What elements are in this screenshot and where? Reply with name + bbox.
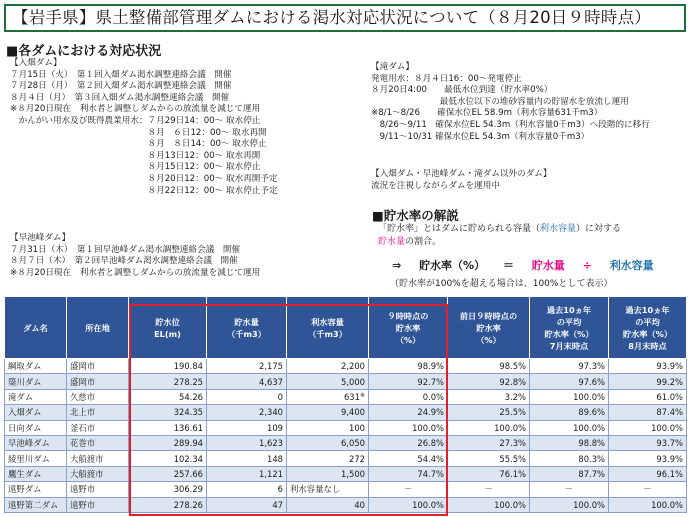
value-cell: 74.7% — [369, 466, 448, 481]
value-cell: 98.9% — [369, 359, 448, 374]
value-cell: 1,500 — [287, 466, 369, 481]
column-header: 前日９時時点の 貯水率 （%） — [448, 297, 530, 359]
value-cell: 100.0% — [448, 420, 530, 435]
value-cell: 92.7% — [369, 374, 448, 389]
value-cell: 289.94 — [129, 435, 207, 450]
value-cell: 47 — [207, 497, 287, 512]
iriuchi-line: ８月13日12：00～ 取水再開 — [10, 150, 261, 161]
hayachine-line: ７月31日（木） 第１回早池峰ダム渇水調整連絡会議 開催 — [10, 244, 241, 255]
column-header: 過去10ヵ年 の平均 貯水率（%） 7月末時点 — [530, 297, 609, 359]
value-cell: 148 — [207, 451, 287, 466]
value-cell: 97.6% — [530, 374, 609, 389]
value-cell: 61.0% — [609, 389, 687, 404]
dam-name-cell: 綱取ダム — [5, 359, 67, 374]
taki-line: 9/11～10/31 確保水位EL 54.3m（利水容量0千m3） — [371, 131, 590, 142]
taki-line: 最低水位以下の堆砂容量内の貯留水を放流し運用 — [371, 96, 629, 107]
value-cell: 6 — [207, 482, 287, 497]
table-row — [5, 389, 687, 404]
value-cell: 278.25 — [129, 374, 207, 389]
value-cell: 54.4% — [369, 451, 448, 466]
section-heading: ■各ダムにおける対応状況 — [6, 44, 162, 59]
iriuchi-line: ８月４日（月） 第３回入畑ダム渇水調整連絡会議 開催 — [10, 92, 230, 103]
value-cell: 100.0% — [448, 497, 530, 512]
dam-name-cell: 綾里川ダム — [5, 451, 67, 466]
table-row — [5, 497, 687, 512]
value-cell: 1,623 — [207, 435, 287, 450]
location-cell: 北上市 — [67, 405, 129, 420]
table-body — [5, 359, 687, 513]
value-cell: 27.3% — [448, 435, 530, 450]
taki-dam-block — [371, 62, 650, 143]
value-cell: 93.9% — [609, 451, 687, 466]
arrow-icon: ⇒ — [392, 259, 402, 272]
value-cell: 100 — [287, 420, 369, 435]
formula-lhs: 貯水率（%） — [419, 259, 486, 272]
value-cell: － — [369, 482, 448, 497]
column-header: 所在地 — [67, 297, 129, 359]
value-cell: 25.5% — [448, 405, 530, 420]
value-cell: 100.0% — [530, 420, 609, 435]
iriuchi-line: ７月15日（火） 第１回入畑ダム渇水調整連絡会議 開催 — [10, 69, 232, 80]
value-cell: 306.29 — [129, 482, 207, 497]
other-dams-block — [371, 169, 551, 192]
dam-name-cell: 簗川ダム — [5, 374, 67, 389]
value-cell: 93.7% — [609, 435, 687, 450]
value-cell: 257.66 — [129, 466, 207, 481]
footnote-mark: ※ — [359, 391, 365, 399]
value-cell: 99.2% — [609, 374, 687, 389]
location-cell: 花巻市 — [67, 435, 129, 450]
table-row — [5, 420, 687, 435]
value-cell: 89.6% — [530, 405, 609, 420]
value-cell: 87.7% — [530, 466, 609, 481]
formula-note: （貯水率が100%を超える場合は、100%として表示） — [390, 279, 613, 289]
value-cell: 100.0% — [530, 389, 609, 404]
value-cell: 3.2% — [448, 389, 530, 404]
value-cell: 631※ — [287, 389, 369, 404]
iriuchi-line: ７月28日（月） 第２回入畑ダム渇水調整連絡会議 開催 — [10, 81, 232, 92]
value-cell: 278.26 — [129, 497, 207, 512]
table-row — [5, 466, 687, 481]
taki-header: 【滝ダム】 — [371, 62, 414, 72]
value-cell: 100.0% — [530, 497, 609, 512]
value-cell: 80.3% — [530, 451, 609, 466]
dam-name-cell: 入畑ダム — [5, 405, 67, 420]
location-cell: 大船渡市 — [67, 466, 129, 481]
dam-name-cell: 遠野ダム — [5, 482, 67, 497]
dam-name-cell: 遠野第二ダム — [5, 497, 67, 512]
explanation-text-part: ）に対する — [576, 224, 622, 234]
value-cell: 96.1% — [609, 466, 687, 481]
value-cell: 109 — [207, 420, 287, 435]
column-header: 貯水位 EL(m) — [129, 297, 207, 359]
value-cell: 4,637 — [207, 374, 287, 389]
table-row — [5, 451, 687, 466]
iriuchi-line: ８月 ８日14：00～ 取水停止 — [10, 139, 267, 150]
iriuchi-header: 【入畑ダム】 — [10, 58, 62, 68]
location-cell: 遠野市 — [67, 482, 129, 497]
formula-equals: ＝ — [502, 259, 514, 272]
value-cell: 利水容量なし — [287, 482, 369, 497]
value-cell: 26.8% — [369, 435, 448, 450]
value-cell: 0 — [207, 389, 287, 404]
location-cell: 久慈市 — [67, 389, 129, 404]
iriuchi-line: ８月15日12：00～ 取水停止 — [10, 162, 261, 173]
column-header: 利水容量 （千m3） — [287, 297, 369, 359]
storage-rate-formula — [392, 257, 654, 273]
dam-name-cell: 早池峰ダム — [5, 435, 67, 450]
table-header-row — [5, 297, 687, 359]
value-cell: 190.84 — [129, 359, 207, 374]
hayachine-line: ８月７日（木） 第２回早池峰ダム渇水調整連絡会議 開催 — [10, 256, 238, 267]
value-cell: － — [448, 482, 530, 497]
table-row — [5, 359, 687, 374]
explanation-text — [378, 223, 621, 248]
taki-line: 8/26～9/11 確保水位EL 54.3m（利水容量0千m3）へ段階的に移行 — [371, 119, 650, 130]
value-cell: 100.0% — [609, 497, 687, 512]
iriuchi-line: かんがい用水及び既得農業用水：７月29日14：00～ 取水停止 — [10, 115, 261, 126]
table-row — [5, 435, 687, 450]
formula-numerator: 貯水量 — [531, 259, 565, 272]
value-cell: 55.5% — [448, 451, 530, 466]
usable-capacity-term: 利水容量 — [540, 224, 577, 234]
iriuchi-line: ８月20日12：00～ 取水再開予定 — [10, 173, 278, 184]
page-title: 【岩手県】県土整備部管理ダムにおける渇水対応状況について（８月20日９時時点） — [4, 4, 686, 32]
value-cell: 5,000 — [287, 374, 369, 389]
table-row — [5, 405, 687, 420]
value-cell: 9,400 — [287, 405, 369, 420]
column-header: ９時時点の 貯水率 （%） — [369, 297, 448, 359]
value-cell: 100.0% — [369, 497, 448, 512]
column-header: ダム名 — [5, 297, 67, 359]
formula-denominator: 利水容量 — [609, 259, 654, 272]
value-cell: 272 — [287, 451, 369, 466]
value-cell: 2,200 — [287, 359, 369, 374]
taki-line: ※8/1～8/26 確保水位EL 58.9m（利水容量631千m3） — [371, 108, 603, 119]
hayachine-line: ※８月20日現在 利水者と調整しダムからの放流量を減じて運用 — [10, 267, 261, 278]
value-cell: 102.34 — [129, 451, 207, 466]
value-cell: 2,340 — [207, 405, 287, 420]
other-dams-line: 流況を注視しながらダムを運用中 — [371, 180, 500, 191]
iriuchi-line: ８月22日12：00～ 取水停止予定 — [10, 185, 278, 196]
dam-name-cell: 日向ダム — [5, 420, 67, 435]
formula-divide: ÷ — [582, 259, 592, 272]
value-cell: 324.35 — [129, 405, 207, 420]
value-cell: 6,050 — [287, 435, 369, 450]
iriuchi-dam-block — [10, 58, 278, 197]
iriuchi-line: ※８月20日現在 利水者と調整しダムからの放流量を減じて運用 — [10, 104, 261, 115]
dam-name-cell: 滝ダム — [5, 389, 67, 404]
taki-line: ８月20日4:00 最低水位到達（貯水率0%） — [371, 85, 553, 96]
dam-name-cell: 鷹生ダム — [5, 466, 67, 481]
value-cell: 136.61 — [129, 420, 207, 435]
value-cell: － — [530, 482, 609, 497]
value-cell: 76.1% — [448, 466, 530, 481]
value-cell: 40 — [287, 497, 369, 512]
value-cell: 2,175 — [207, 359, 287, 374]
other-dams-header: 【入畑ダム・早池峰ダム・滝ダム以外のダム】 — [371, 169, 552, 179]
storage-volume-term: 貯水量 — [378, 236, 406, 247]
explanation-text-part: の割合。 — [405, 236, 442, 247]
location-cell: 釜石市 — [67, 420, 129, 435]
iriuchi-line: ８月 ６日12：00～ 取水再開 — [10, 127, 267, 138]
hayachine-dam-block — [10, 233, 260, 279]
value-cell: 92.8% — [448, 374, 530, 389]
value-cell: 97.3% — [530, 359, 609, 374]
column-header: 過去10ヵ年 の平均 貯水率（%） 8月末時点 — [609, 297, 687, 359]
location-cell: 遠野市 — [67, 497, 129, 512]
value-cell: 100.0% — [369, 420, 448, 435]
explanation-heading: ■貯水率の解説 — [372, 208, 459, 223]
column-header: 貯水量 （千m3） — [207, 297, 287, 359]
table-row — [5, 374, 687, 389]
value-cell: － — [609, 482, 687, 497]
explanation-text-part: 「貯水率」とはダムに貯められる容量（ — [378, 224, 541, 234]
value-cell: 24.9% — [369, 405, 448, 420]
location-cell: 盛岡市 — [67, 359, 129, 374]
hayachine-header: 【早池峰ダム】 — [10, 233, 71, 243]
location-cell: 大船渡市 — [67, 451, 129, 466]
value-cell: 0.0% — [369, 389, 448, 404]
value-cell: 1,121 — [207, 466, 287, 481]
table-row — [5, 482, 687, 497]
value-cell: 93.9% — [609, 359, 687, 374]
taki-line: 発電用水：８月４日16：00～発電停止 — [371, 73, 522, 84]
value-cell: 87.4% — [609, 405, 687, 420]
value-cell: 54.26 — [129, 389, 207, 404]
value-cell: 98.8% — [530, 435, 609, 450]
value-cell: 98.5% — [448, 359, 530, 374]
value-cell: 100.0% — [609, 420, 687, 435]
dam-status-table — [4, 296, 687, 513]
location-cell: 盛岡市 — [67, 374, 129, 389]
